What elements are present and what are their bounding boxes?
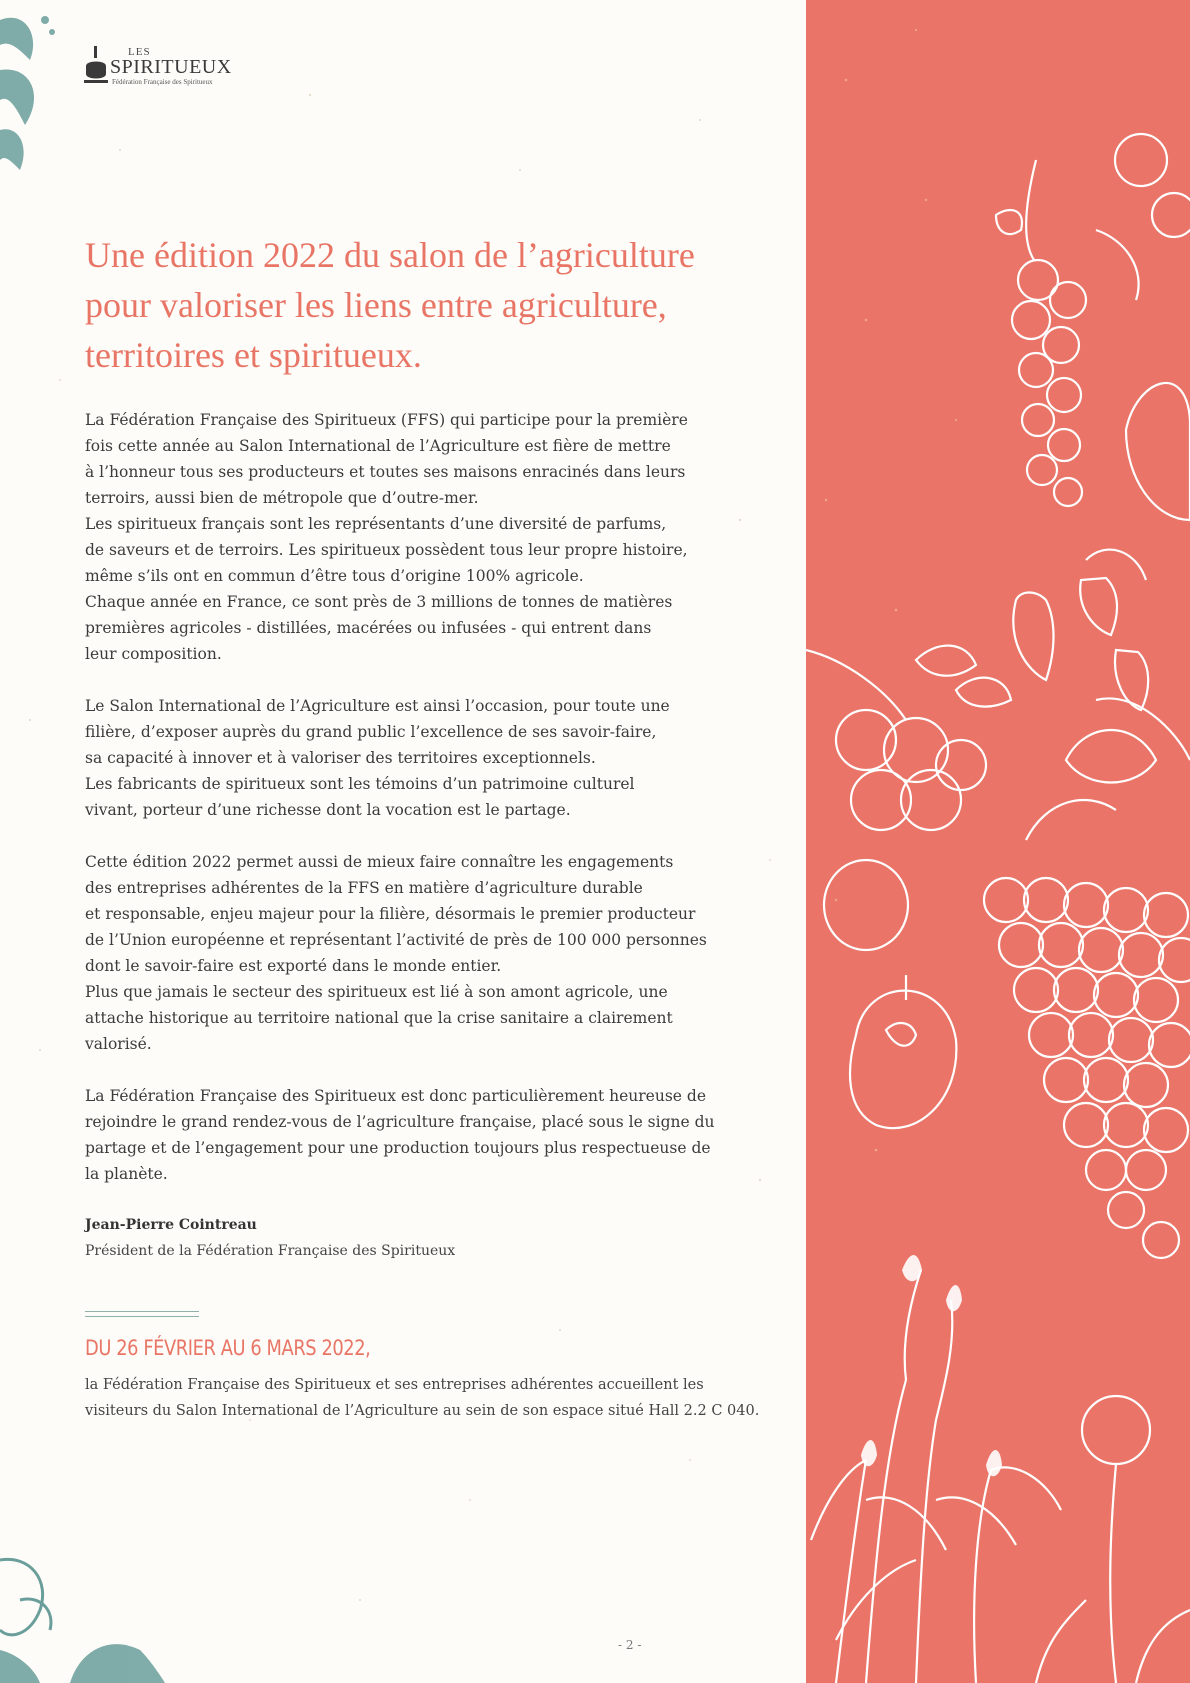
paragraph xyxy=(85,693,725,823)
text-line: Le Salon International de l’Agriculture est ainsi l’occasion, pour toute une xyxy=(85,697,670,715)
logo-les-spiritueux xyxy=(82,44,242,88)
text-line: à l’honneur tous ses producteurs et toutes ses maisons enracinés dans leurs xyxy=(85,463,686,481)
text-line: la Fédération Française des Spiritueux et ses entreprises adhérentes accueillent les xyxy=(85,1377,704,1393)
text-line: filière, d’exposer auprès du grand public l’excellence de ses savoir-faire, xyxy=(85,723,657,741)
text-line: leur composition. xyxy=(85,645,222,663)
signature-name: Jean-Pierre Cointreau xyxy=(85,1217,257,1233)
botanical-illustration-panel xyxy=(806,0,1190,1683)
text-line: sa capacité à innover et à valoriser des territoires exceptionnels. xyxy=(85,749,596,767)
text-line: fois cette année au Salon International de l’Agriculture est fière de mettre xyxy=(85,437,671,455)
logo-les: LES xyxy=(128,46,151,58)
text-line: rejoindre le grand rendez-vous de l’agriculture française, placé sous le signe du xyxy=(85,1113,715,1131)
text-line: valorisé. xyxy=(85,1035,152,1053)
paragraph xyxy=(85,849,725,1057)
page-number: - 2 - xyxy=(618,1638,642,1652)
text-line: même s’ils ont en commun d’être tous d’origine 100% agricole. xyxy=(85,567,584,585)
text-line: de saveurs et de terroirs. Les spiritueux possèdent tous leur propre histoire, xyxy=(85,541,688,559)
text-line: la planète. xyxy=(85,1165,168,1183)
text-line: terroirs, aussi bien de métropole que d’outre-mer. xyxy=(85,489,479,507)
paragraph xyxy=(85,1083,725,1187)
body-text xyxy=(85,407,725,1213)
title-line: territoires et spiritueux. xyxy=(85,335,422,375)
event-dates-heading: DU 26 FÉVRIER AU 6 MARS 2022, xyxy=(85,1336,371,1360)
botanical-corner-bottom-left xyxy=(0,1540,170,1683)
text-line: vivant, porteur d’une richesse dont la vocation est le partage. xyxy=(85,801,571,819)
page-title xyxy=(85,230,765,380)
title-line: pour valoriser les liens entre agriculture, xyxy=(85,285,667,325)
text-line: Chaque année en France, ce sont près de 3 millions de tonnes de matières xyxy=(85,593,673,611)
fruit-and-grain-illustration xyxy=(806,0,1190,1683)
text-line: La Fédération Française des Spiritueux est donc particulièrement heureuse de xyxy=(85,1087,706,1105)
text-line: de l’Union européenne et représentant l’activité de près de 100 000 personnes xyxy=(85,931,707,949)
text-line: des entreprises adhérentes de la FFS en matière d’agriculture durable xyxy=(85,879,643,897)
text-line: dont le savoir-faire est exporté dans le monde entier. xyxy=(85,957,502,975)
section-divider xyxy=(85,1311,199,1317)
botanical-corner-top-left xyxy=(0,0,70,180)
text-line: Cette édition 2022 permet aussi de mieux faire connaître les engagements xyxy=(85,853,674,871)
paragraph xyxy=(85,407,725,667)
text-line: premières agricoles - distillées, macérées ou infusées - qui entrent dans xyxy=(85,619,652,637)
text-line: Les spiritueux français sont les représentants d’une diversité de parfums, xyxy=(85,515,667,533)
logo-subtitle: Fédération Française des Spiritueux xyxy=(112,78,213,86)
text-line: Les fabricants de spiritueux sont les témoins d’un patrimoine culturel xyxy=(85,775,635,793)
text-line: partage et de l’engagement pour une production toujours plus respectueuse de xyxy=(85,1139,711,1157)
text-line: visiteurs du Salon International de l’Agriculture au sein de son espace situé Hall 2.2 C 040. xyxy=(85,1403,760,1419)
signature-role: Président de la Fédération Française des Spiritueux xyxy=(85,1243,456,1259)
title-line: Une édition 2022 du salon de l’agriculture xyxy=(85,235,695,275)
text-line: attache historique au territoire national que la crise sanitaire a clairement xyxy=(85,1009,673,1027)
logo-name: SPIRITUEUX xyxy=(110,56,232,78)
event-description xyxy=(85,1372,759,1424)
text-line: La Fédération Française des Spiritueux (FFS) qui participe pour la première xyxy=(85,411,688,429)
text-line: et responsable, enjeu majeur pour la filière, désormais le premier producteur xyxy=(85,905,696,923)
text-line: Plus que jamais le secteur des spiritueux est lié à son amont agricole, une xyxy=(85,983,668,1001)
still-icon xyxy=(82,44,110,84)
